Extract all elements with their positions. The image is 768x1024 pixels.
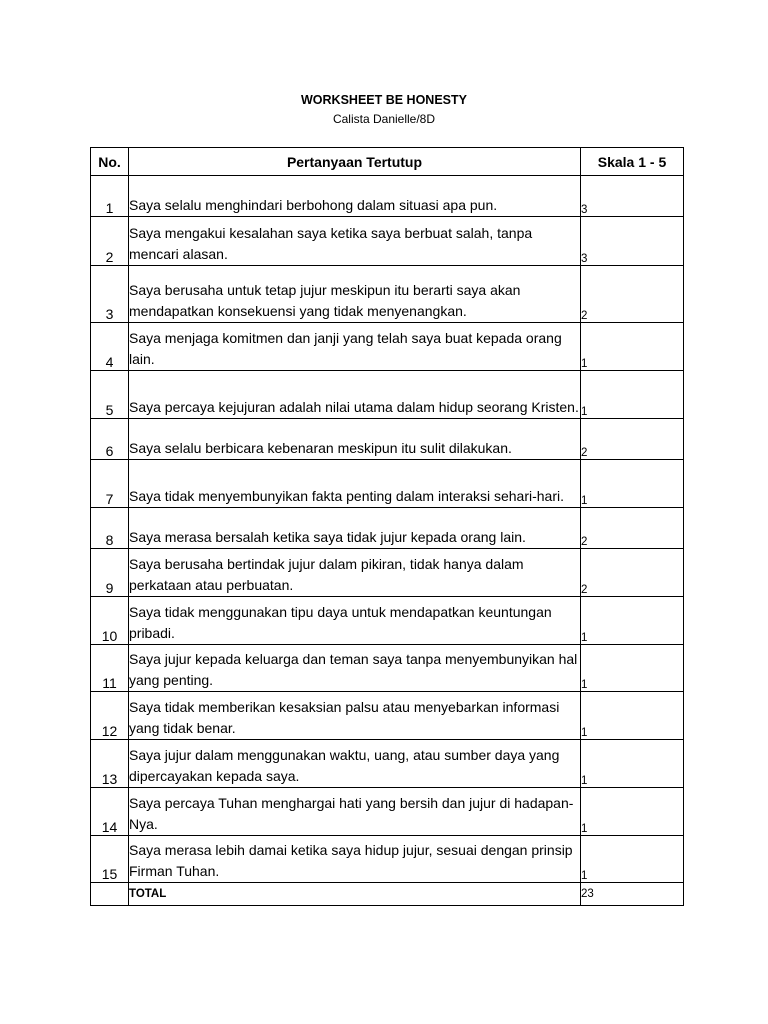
total-number: [91, 883, 129, 906]
row-score: 2: [581, 266, 684, 323]
table-row: [91, 692, 684, 740]
table-row: [91, 597, 684, 645]
row-number: 4: [91, 323, 129, 371]
header-scale: Skala 1 - 5: [581, 148, 684, 176]
table-row: [91, 645, 684, 692]
row-number: 9: [91, 549, 129, 597]
header-question: Pertanyaan Tertutup: [129, 148, 581, 176]
row-number: 5: [91, 371, 129, 419]
row-number: 3: [91, 266, 129, 323]
row-question: Saya percaya kejujuran adalah nilai utama dalam hidup seorang Kristen.: [129, 371, 581, 419]
row-score: 1: [581, 460, 684, 508]
row-question: Saya berusaha untuk tetap jujur meskipun itu berarti saya akan mendapatkan konsekuensi yang tidak menyenangkan.: [129, 266, 581, 323]
row-number: 14: [91, 788, 129, 836]
table-row: [91, 460, 684, 508]
row-question: Saya selalu menghindari berbohong dalam situasi apa pun.: [129, 176, 581, 217]
row-score: 1: [581, 597, 684, 645]
row-score: 2: [581, 419, 684, 460]
total-label: TOTAL: [129, 883, 581, 906]
row-score: 1: [581, 645, 684, 692]
row-question: Saya tidak menggunakan tipu daya untuk mendapatkan keuntungan pribadi.: [129, 597, 581, 645]
row-score: 1: [581, 788, 684, 836]
table-row: [91, 371, 684, 419]
row-score: 1: [581, 836, 684, 883]
row-question: Saya menjaga komitmen dan janji yang telah saya buat kepada orang lain.: [129, 323, 581, 371]
table-row: [91, 549, 684, 597]
table-row: [91, 508, 684, 549]
row-number: 15: [91, 836, 129, 883]
row-number: 12: [91, 692, 129, 740]
table-row: [91, 323, 684, 371]
table-row: [91, 266, 684, 323]
header-no: No.: [91, 148, 129, 176]
row-number: 8: [91, 508, 129, 549]
row-question: Saya berusaha bertindak jujur dalam pikiran, tidak hanya dalam perkataan atau perbuatan.: [129, 549, 581, 597]
row-number: 6: [91, 419, 129, 460]
total-row: [91, 883, 684, 906]
table-row: [91, 176, 684, 217]
table-row: [91, 217, 684, 266]
row-score: 1: [581, 323, 684, 371]
row-question: Saya jujur kepada keluarga dan teman saya tanpa menyembunyikan hal yang penting.: [129, 645, 581, 692]
table-row: [91, 788, 684, 836]
row-score: 1: [581, 740, 684, 788]
row-score: 2: [581, 508, 684, 549]
table-row: [91, 419, 684, 460]
row-question: Saya percaya Tuhan menghargai hati yang bersih dan jujur di hadapan-Nya.: [129, 788, 581, 836]
row-question: Saya jujur dalam menggunakan waktu, uang, atau sumber daya yang dipercayakan kepada saya.: [129, 740, 581, 788]
row-question: Saya selalu berbicara kebenaran meskipun itu sulit dilakukan.: [129, 419, 581, 460]
row-question: Saya tidak menyembunyikan fakta penting dalam interaksi sehari-hari.: [129, 460, 581, 508]
row-score: 2: [581, 549, 684, 597]
row-question: Saya tidak memberikan kesaksian palsu atau menyebarkan informasi yang tidak benar.: [129, 692, 581, 740]
table-row: [91, 836, 684, 883]
row-number: 2: [91, 217, 129, 266]
row-number: 10: [91, 597, 129, 645]
row-question: Saya merasa bersalah ketika saya tidak jujur kepada orang lain.: [129, 508, 581, 549]
total-score: 23: [581, 883, 684, 906]
row-score: 1: [581, 692, 684, 740]
row-question: Saya merasa lebih damai ketika saya hidup jujur, sesuai dengan prinsip Firman Tuhan.: [129, 836, 581, 883]
document-title: WORKSHEET BE HONESTY: [301, 93, 467, 107]
table-row: [91, 740, 684, 788]
worksheet-table: [90, 147, 684, 906]
row-score: 1: [581, 371, 684, 419]
table-header-row: [91, 148, 684, 176]
row-number: 11: [91, 645, 129, 692]
row-number: 13: [91, 740, 129, 788]
row-score: 3: [581, 176, 684, 217]
row-number: 7: [91, 460, 129, 508]
row-score: 3: [581, 217, 684, 266]
document-subtitle: Calista Danielle/8D: [332, 112, 436, 126]
row-number: 1: [91, 176, 129, 217]
row-question: Saya mengakui kesalahan saya ketika saya berbuat salah, tanpa mencari alasan.: [129, 217, 581, 266]
